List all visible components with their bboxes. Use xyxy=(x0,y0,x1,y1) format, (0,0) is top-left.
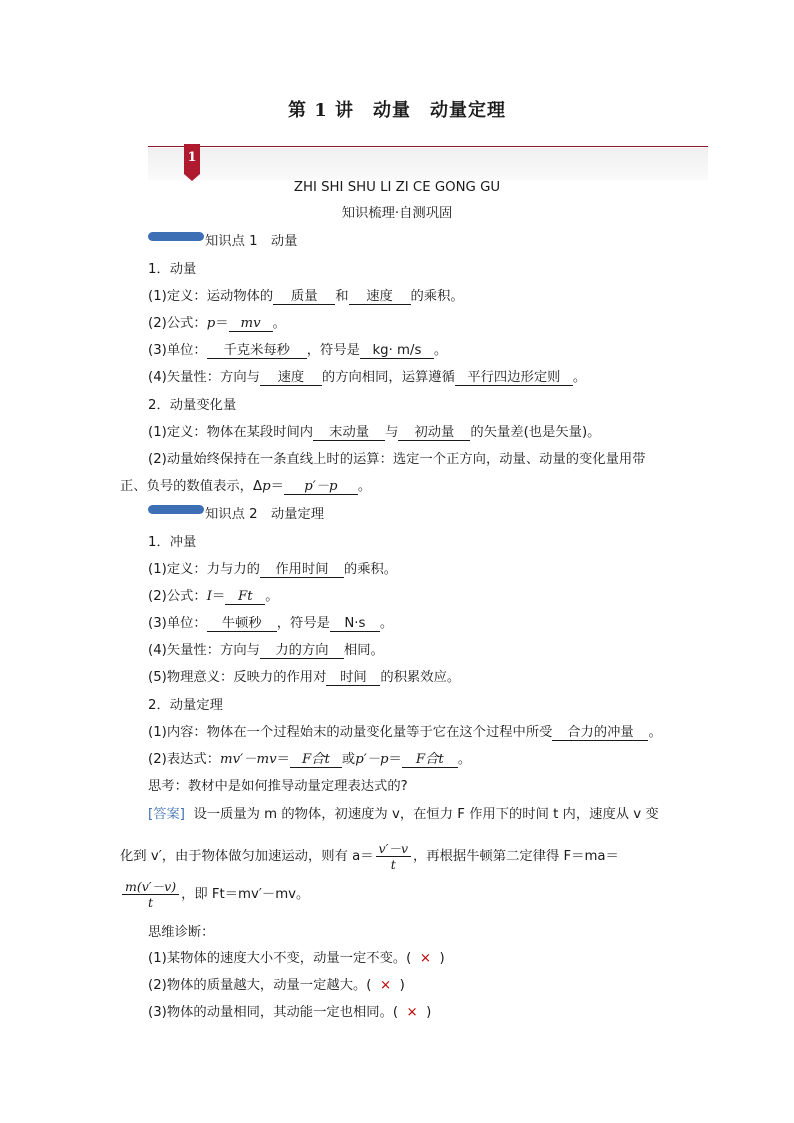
kp1-s2-title: 2．动量变化量 xyxy=(148,398,237,413)
diagnosis-item: (1)某物体的速度大小不变，动量一定不变。( × ) xyxy=(148,951,445,966)
kp1-definition: (1)定义：运动物体的 质量 和 速度 的乘积。 xyxy=(148,289,464,304)
answer-line2: 化到 v′，由于物体做匀加速运动，则有 a＝ $\frac{v'-v}{t}$ ，再根据牛顿第二定律得 F＝ma＝ xyxy=(120,840,619,872)
kp2-s1-title: 1．冲量 xyxy=(148,535,197,550)
section-name: 知识梳理·自测巩固 xyxy=(341,206,453,221)
kp2-unit: (3)单位： 牛顿秒 ，符号是 N·s 。 xyxy=(148,616,394,631)
kp2-marker xyxy=(148,505,204,514)
kp1-unit: (3)单位： 千克米每秒 ，符号是 kg· m/s 。 xyxy=(148,343,448,358)
answer-tag: [答案] xyxy=(148,807,185,822)
banner-rule xyxy=(148,146,708,147)
kp1-s1-title: 1．动量 xyxy=(148,262,197,277)
kp2-formula: (2)公式：I＝ Ft 。 xyxy=(148,589,279,604)
kp1-change-definition: (1)定义：物体在某段时间内 末动量 与 初动量 的矢量差(也是矢量)。 xyxy=(148,425,601,440)
section-banner xyxy=(148,144,708,180)
kp2-expression: (2)表达式：mv′－mv＝ F合t 或p′－p＝ F合t 。 xyxy=(148,752,472,767)
kp1-vector: (4)矢量性：方向与 速度 的方向相同，运算遵循 平行四边形定则 。 xyxy=(148,370,587,385)
section-number-badge: 1 xyxy=(184,144,200,174)
kp2-definition: (1)定义：力与力的 作用时间 的乘积。 xyxy=(148,562,398,577)
diagnosis-item: (2)物体的质量越大，动量一定越大。( × ) xyxy=(148,978,405,993)
think-question: 思考：教材中是如何推导动量定理表达式的? xyxy=(148,779,408,794)
kp1-operation-line2: 正、负号的数值表示，Δp＝ p′－p 。 xyxy=(120,479,372,494)
kp2-meaning: (5)物理意义：反映力的作用对 时间 的积累效应。 xyxy=(148,670,461,685)
answer-line1: [答案] 设一质量为 m 的物体，初速度为 v，在恒力 F 作用下的时间 t 内，速度从 v 变 xyxy=(148,807,659,822)
kp2-s2-title: 2．动量定理 xyxy=(148,698,223,713)
diagnosis-title: 思维诊断： xyxy=(148,925,215,940)
answer-line3: $\frac{m(v'-v)}{t}$ ，即 Ft＝mv′－mv。 xyxy=(120,878,309,912)
kp2-vector: (4)矢量性：方向与 力的方向 相同。 xyxy=(148,643,384,658)
kp2-heading: 知识点 2 动量定理 xyxy=(205,507,325,522)
fraction-acceleration: $\frac{v'-v}{t}$ xyxy=(376,841,411,872)
kp1-operation-line1: (2)动量始终保持在一条直线上时的运算：选定一个正方向，动量、动量的变化量用带 xyxy=(148,452,646,467)
fraction-force: $\frac{m(v'-v)}{t}$ xyxy=(122,879,179,910)
section-pinyin: ZHI SHI SHU LI ZI CE GONG GU xyxy=(293,180,501,195)
kp1-formula: (2)公式：p＝ mv 。 xyxy=(148,316,286,331)
kp1-heading: 知识点 1 动量 xyxy=(205,234,298,249)
kp2-content: (1)内容：物体在一个过程始末的动量变化量等于它在这个过程中所受 合力的冲量 。 xyxy=(148,725,662,740)
diagnosis-item: (3)物体的动量相同，其动能一定也相同。( × ) xyxy=(148,1005,432,1020)
page-title: 第 1 讲 动量 动量定理 xyxy=(287,100,507,121)
kp1-marker xyxy=(148,232,204,241)
